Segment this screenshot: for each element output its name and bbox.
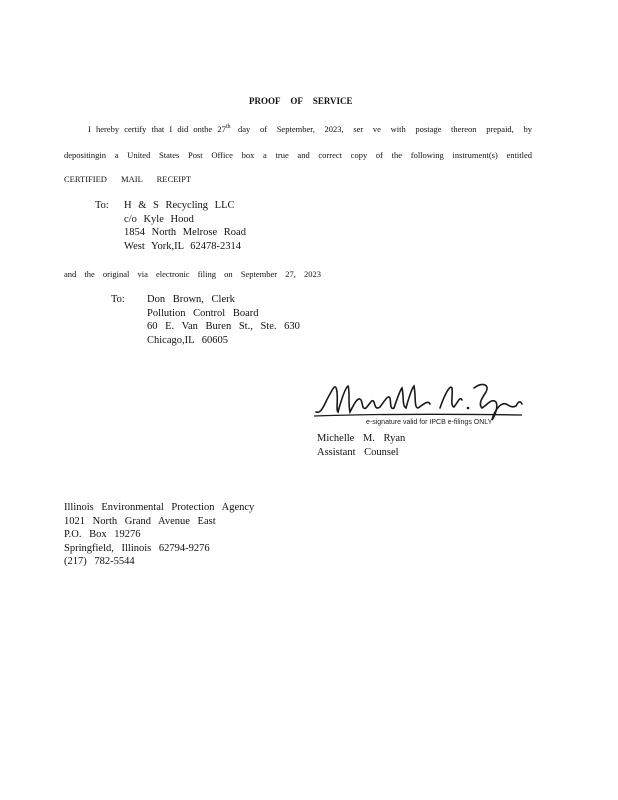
- agency-pobox: P.O. Box 19276: [64, 529, 141, 540]
- clerk-office: Pollution Control Board: [147, 307, 259, 319]
- ordinal-suffix: th: [225, 124, 231, 131]
- clerk-to-label: To:: [111, 294, 125, 305]
- signature-caption: e-signature valid for IPCB e-filings ONLY: [366, 419, 493, 426]
- recipient-street: 1854 North Melrose Road: [124, 227, 246, 238]
- clerk-name: Don Brown, Clerk: [147, 294, 235, 305]
- clerk-street: 60 E. Van Buren St., Ste. 630: [147, 321, 300, 332]
- recipient-city: West York,IL 62478-2314: [124, 240, 242, 252]
- document-title: PROOF OF SERVICE: [249, 96, 353, 106]
- clerk-city: Chicago,IL 60605: [147, 334, 229, 346]
- clerk-address: [147, 293, 300, 347]
- signer-block: [317, 432, 405, 459]
- certification-line-2: depositingin a United States Post Office box a true and correct copy of the following instrument(s) entitled: [64, 150, 532, 160]
- agency-address: [64, 501, 254, 569]
- recipient-address: [124, 199, 246, 253]
- recipient-name: H & S Recycling LLC: [124, 200, 235, 211]
- agency-name: Illinois Environmental Protection Agency: [64, 502, 255, 513]
- signer-name: Michelle M. Ryan: [317, 433, 406, 444]
- original-filing-line: and the original via electronic filing on September 27, 2023: [64, 269, 321, 279]
- agency-city: Springfield, Illinois 62794-9276: [64, 542, 210, 554]
- recipient-to-label: To:: [95, 200, 109, 211]
- instrument-title: CERTIFIED MAIL RECEIPT: [64, 174, 192, 184]
- certification-line-1-start: I hereby certify that I did onthe 27th: [88, 124, 231, 134]
- signer-title: Assistant Counsel: [317, 446, 399, 458]
- agency-phone: (217) 782-5544: [64, 556, 135, 567]
- agency-street: 1021 North Grand Avenue East: [64, 515, 216, 527]
- recipient-attention: c/o Kyle Hood: [124, 213, 194, 225]
- certification-line-1-end: day of September, 2023, ser ve with postage thereon prepaid, by: [238, 124, 532, 134]
